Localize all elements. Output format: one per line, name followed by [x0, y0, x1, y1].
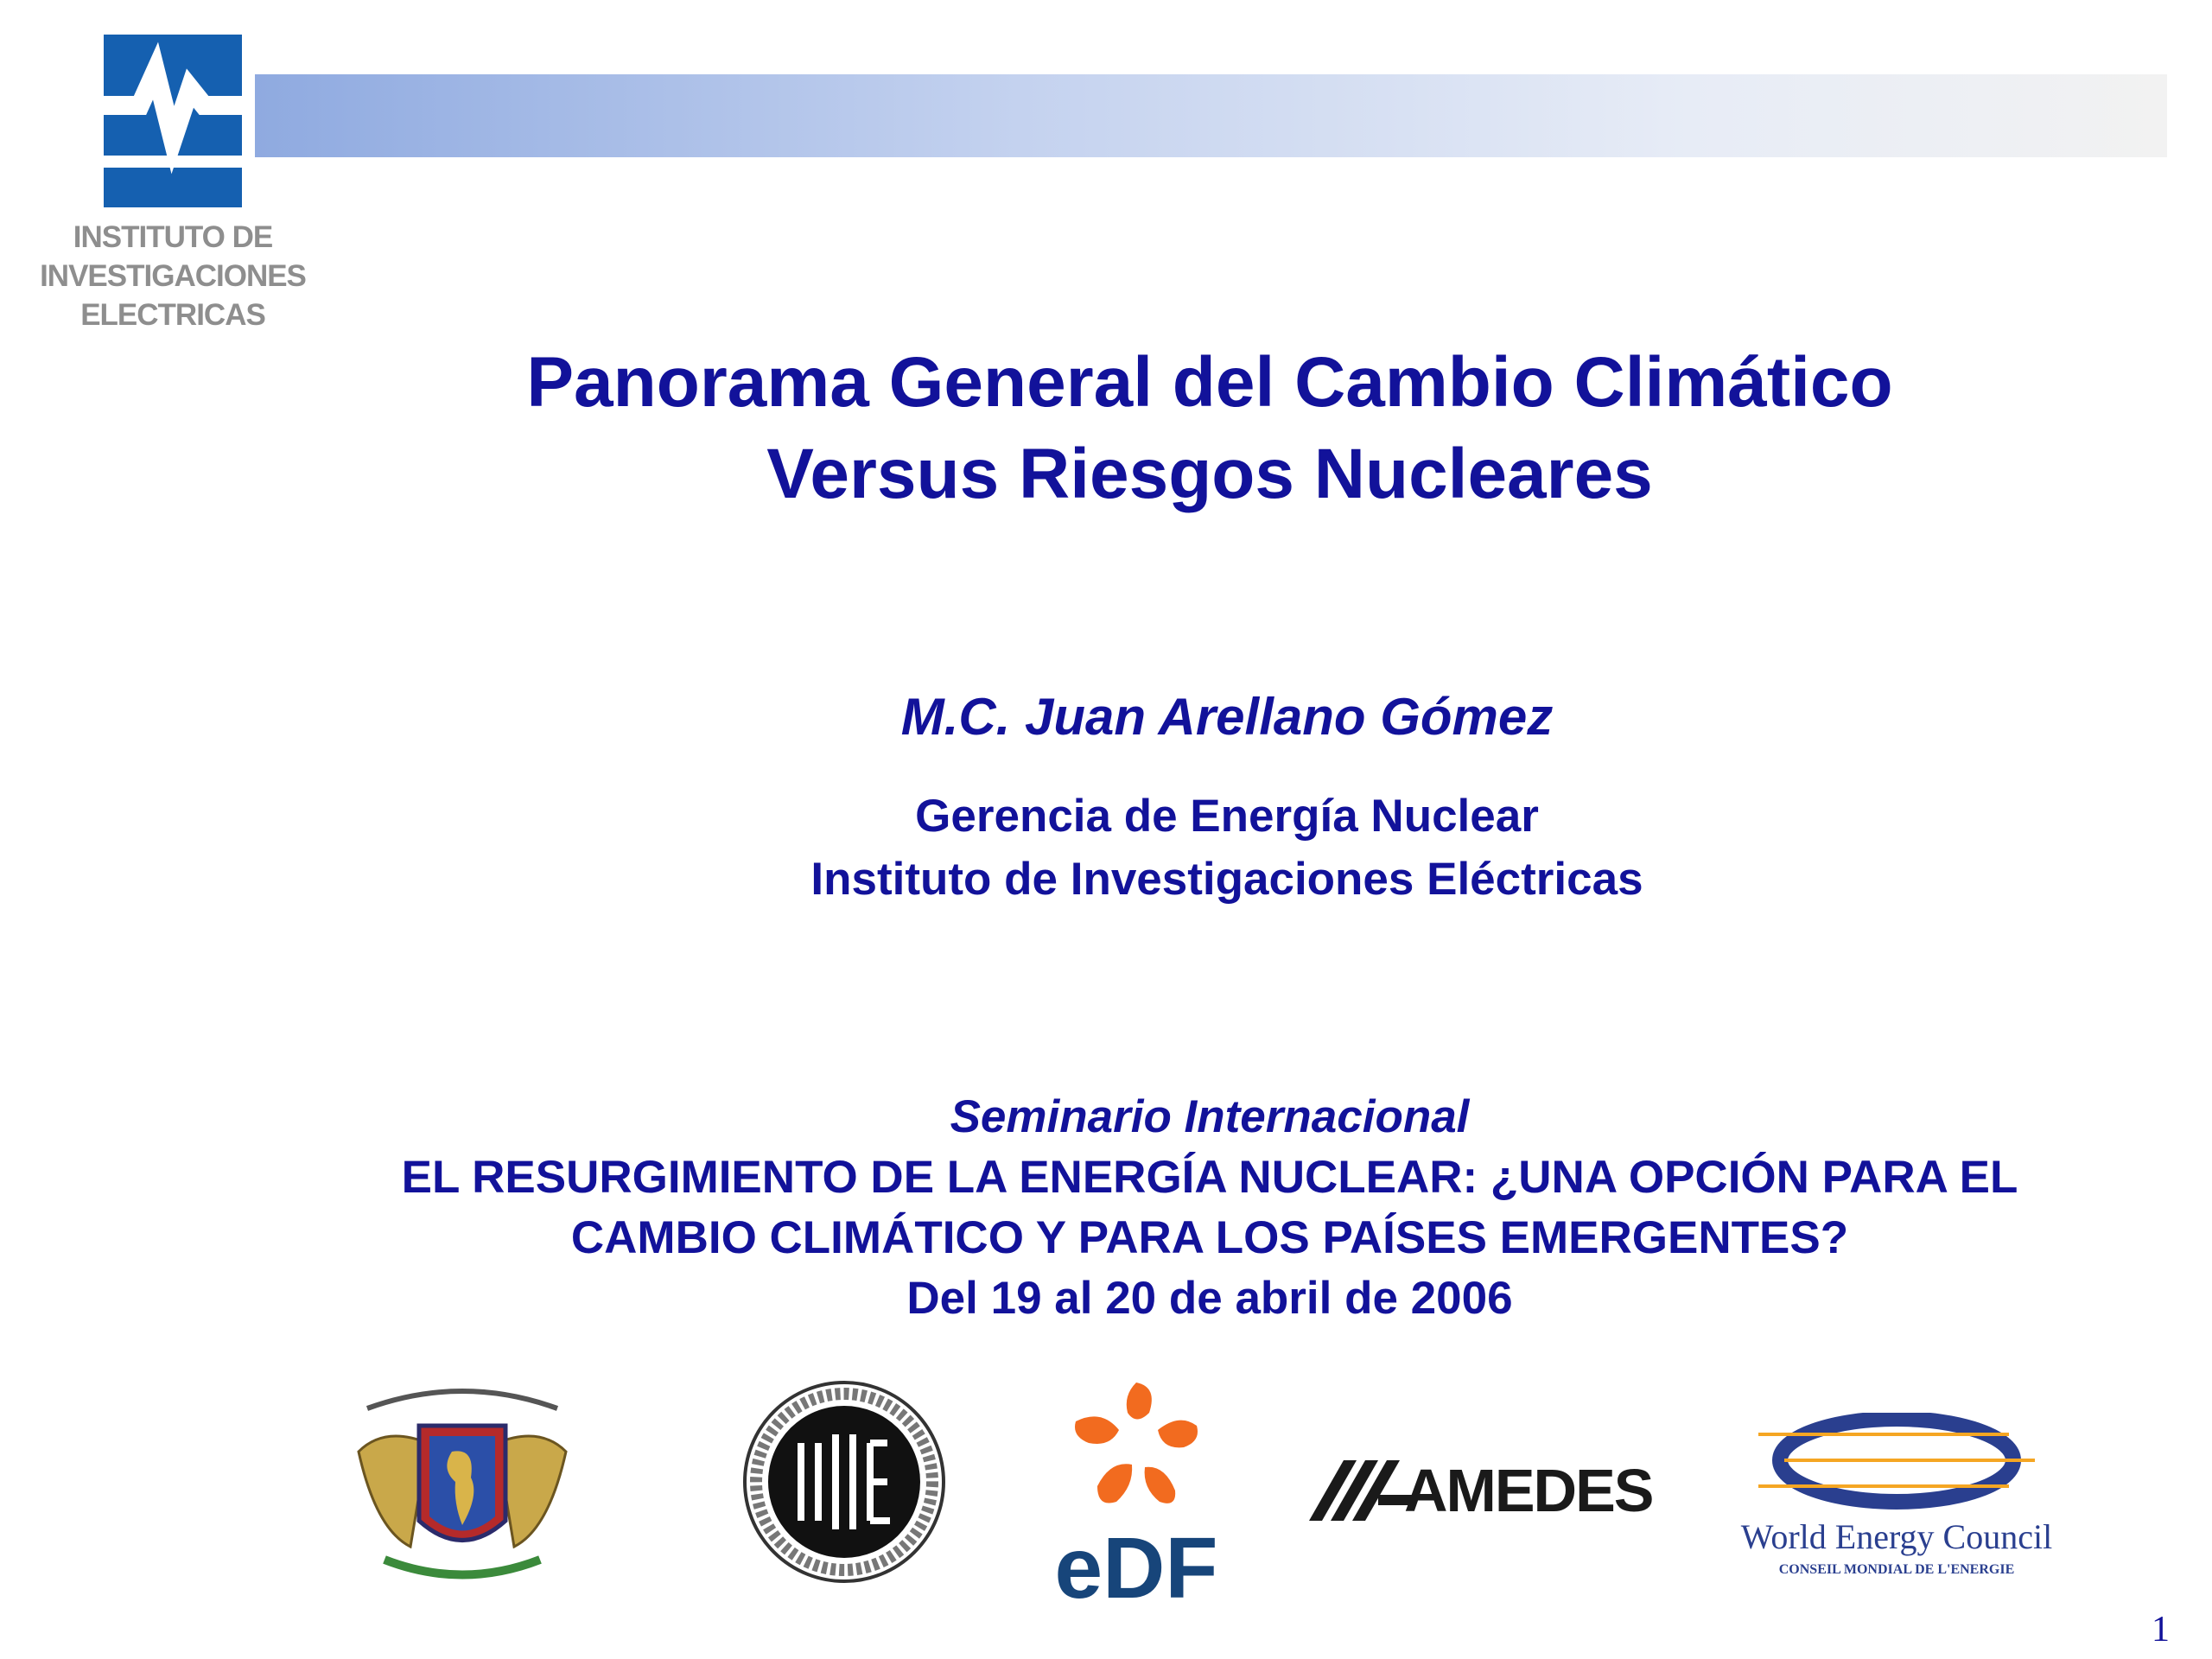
iie-logo-wordmark [35, 218, 311, 334]
header-gradient-bar [255, 74, 2167, 157]
edf-flame-icon [1063, 1374, 1210, 1521]
affiliation [432, 785, 2022, 911]
slide-title [225, 337, 2195, 520]
author-name: M.C. Juan Arellano Gómez [900, 688, 1554, 746]
wec-subtitle: CONSEIL MONDIAL DE L'ENERGIE [1778, 1562, 2015, 1577]
iie-logo-icon [104, 35, 242, 207]
logo-line: ELECTRICAS [80, 298, 265, 332]
logo-line: INSTITUTO DE [73, 220, 273, 254]
seminar-dates: Del 19 al 20 de abril de 2006 [906, 1273, 1513, 1324]
seminar-info [259, 1087, 2160, 1329]
title-line-2: Versus Riesgos Nucleares [766, 435, 1653, 513]
title-line-1: Panorama General del Cambio Climático [526, 343, 1893, 422]
institute: Instituto de Investigaciones Eléctricas [810, 854, 1643, 905]
wec-name: World Energy Council [1740, 1517, 2053, 1556]
slide-number: 1 [2152, 1610, 2170, 1649]
unam-logo [350, 1374, 575, 1599]
edf-wordmark: eDF [1054, 1520, 1218, 1617]
seminar-kind: Seminario Internacional [950, 1091, 1470, 1142]
amedes-wordmark: AMEDES [1404, 1457, 1653, 1524]
seminar-title-line-2: CAMBIO CLIMÁTICO Y PARA LOS PAÍSES EMERGENTES? [570, 1212, 1849, 1263]
amedes-stripes-icon [1309, 1456, 1413, 1534]
logo-line: INVESTIGACIONES [40, 259, 306, 293]
iie-seal-icon [739, 1374, 950, 1590]
department: Gerencia de Energía Nuclear [915, 791, 1539, 842]
edf-logo [1050, 1374, 1223, 1617]
amedes-logo [1309, 1374, 1653, 1599]
wec-logo [1715, 1374, 2078, 1599]
seminar-title-line-1: EL RESURGIMIENTO DE LA ENERGÍA NUCLEAR: ¿UNA OPCIÓN PARA EL [401, 1152, 2018, 1203]
wec-ellipse-icon [1750, 1413, 2044, 1516]
iie-seal-logo [739, 1374, 950, 1599]
unam-shield-icon [350, 1374, 575, 1599]
